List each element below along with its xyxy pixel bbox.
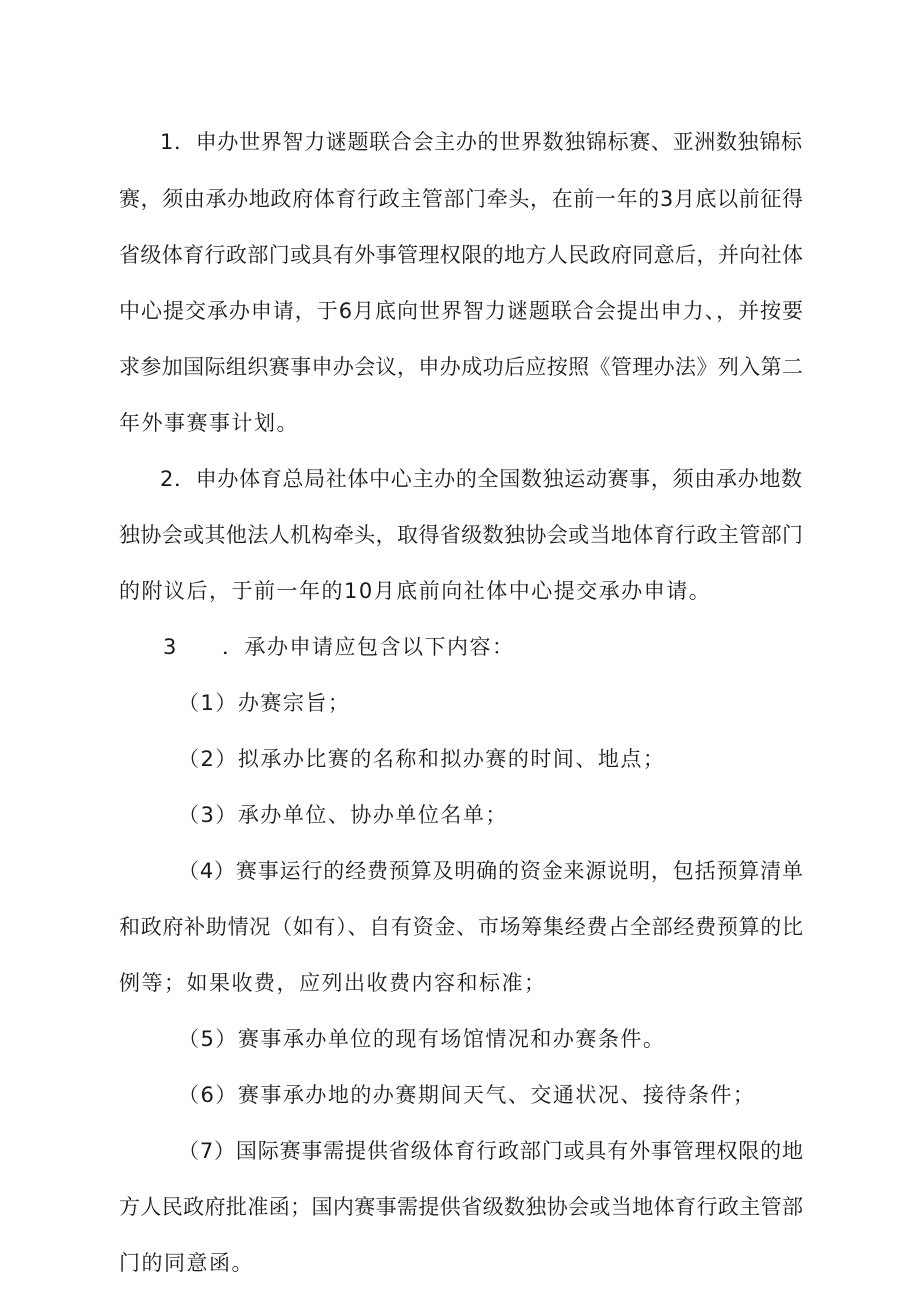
para3-text: ．承办申请应包含以下内容： [222,635,515,659]
para1-line-1: 1．申办世界智力谜题联合会主办的世界数独锦标赛、亚洲数独锦标 [160,130,802,154]
para1-line-5: 求参加国际组织赛事申办会议，申办成功后应按照《管理办法》列入第二 [119,355,803,379]
item-7-line-1: （7）国际赛事需提供省级体育行政部门或具有外事管理权限的地 [178,1139,803,1163]
item-6: （6）赛事承办地的办赛期间天气、交通状况、接待条件； [178,1083,756,1107]
item-3: （3）承办单位、协办单位名单； [178,803,508,827]
item-4-line-1: （4）赛事运行的经费预算及明确的资金来源说明，包括预算清单 [178,859,803,883]
para2-line-2: 独协会或其他法人机构牵头，取得省级数独协会或当地体育行政主管部门 [119,523,803,547]
item-4-line-3: 例等；如果收费，应列出收费内容和标准； [119,971,547,995]
para1-line-6: 年外事赛事计划。 [119,411,299,435]
item-7-line-3: 门的同意函。 [119,1251,254,1275]
item-7-line-2: 方人民政府批准函；国内赛事需提供省级数独协会或当地体育行政主管部 [119,1195,803,1219]
para2-line-3: 的附议后，于前一年的10月底前向社体中心提交承办申请。 [119,579,712,603]
item-2: （2）拟承办比赛的名称和拟办赛的时间、地点； [178,747,666,771]
para2-line-1: 2．申办体育总局社体中心主办的全国数独运动赛事，须由承办地数 [160,467,802,491]
item-5: （5）赛事承办单位的现有场馆情况和办赛条件。 [178,1027,666,1051]
para3-number: 3 [163,635,178,659]
item-1: （1）办赛宗旨； [178,691,351,715]
para1-line-4: 中心提交承办申请，于6月底向世界智力谜题联合会提出申力、，并按要 [119,299,803,323]
para1-line-2: 赛，须由承办地政府体育行政主管部门牵头，在前一年的3月底以前征得 [119,187,803,211]
item-4-line-2: 和政府补助情况（如有）、自有资金、市场筹集经费占全部经费预算的比 [119,915,803,939]
para1-line-3: 省级体育行政部门或具有外事管理权限的地方人民政府同意后，并向社体 [119,243,803,267]
